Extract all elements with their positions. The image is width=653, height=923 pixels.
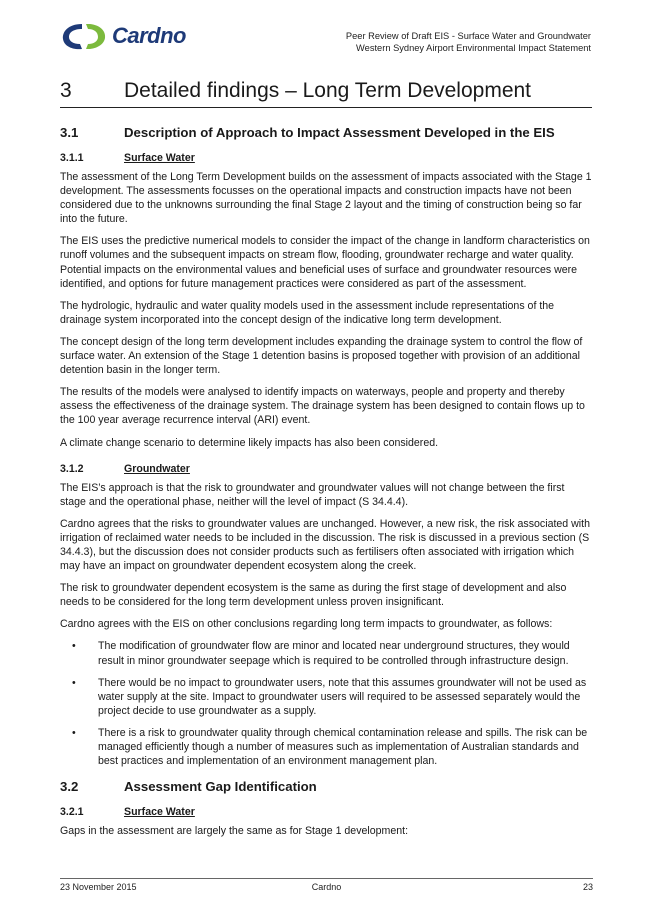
bullet-icon: • — [72, 676, 76, 689]
subsection-title: Groundwater — [124, 462, 190, 475]
footer-date: 23 November 2015 — [60, 882, 137, 892]
paragraph: The EIS’s approach is that the risk to groundwater and groundwater values will not change between the first stage and the operational phase, neither will the level of impact (S 34.4.4). — [60, 481, 565, 508]
list-item — [60, 639, 592, 667]
list-item — [60, 676, 592, 718]
section-number: 3.1 — [60, 125, 79, 140]
header-line-2: Western Sydney Airport Environmental Impact Statement — [356, 43, 591, 53]
paragraph: A climate change scenario to determine likely impacts has also been considered. — [60, 436, 439, 449]
subsection-heading-3-2-1 — [60, 805, 592, 819]
brand-name: Cardno — [112, 23, 186, 48]
paragraph: The results of the models were analysed to identify impacts on waterways, people and property and thereby assess the effectiveness of the drainage system. The drainage system has been designed to contain flows up to the 100 year average recurrence interval (ARI) event. — [60, 386, 585, 427]
paragraph: Cardno agrees that the risks to groundwater values are unchanged. However, a new risk, the risk associated with irrigation of reclaimed water needs to be included in the discussion. The risk is discussed in a previous section (S 34.4.3), but the discussion does not consider products such as fertilisers often associated with irrigation which may have an impact on groundwater dependent ecosystem along the creek. — [60, 517, 590, 573]
list-item-text: There would be no impact to groundwater users, note that this assumes groundwater will not be used as water supply at the site. Impact to groundwater users will required to be assessed separately would the project decide to use groundwater as a supply. — [98, 676, 587, 717]
list-item — [60, 726, 592, 768]
page-footer — [60, 882, 593, 896]
bullet-icon: • — [72, 726, 76, 739]
section-title: Description of Approach to Impact Assessment Developed in the EIS — [124, 125, 555, 140]
list-item-text: There is a risk to groundwater quality through chemical contamination release and spills. The risk can be managed efficiently though a number of measures such as implementation of Australian standards and best practices and implementation of an environment management plan. — [98, 726, 588, 768]
bullet-list — [60, 639, 592, 768]
paragraph: The assessment of the Long Term Development builds on the assessment of impacts associated with the Stage 1 development. The assessments focusses on the operational impacts and construction impacts have not been considered due to the unknowns surrounding the final Stage 2 layout and the timing of construction being so far into the future. — [60, 171, 592, 226]
section-title: Assessment Gap Identification — [124, 779, 317, 795]
chapter-heading — [60, 78, 592, 108]
page-number: 23 — [582, 882, 593, 892]
paragraph: Cardno agrees with the EIS on other conclusions regarding long term impacts to groundwater, as follows: — [60, 618, 553, 631]
subsection-number: 3.1.2 — [60, 462, 84, 475]
cardno-logo — [60, 20, 220, 54]
header-line-1: Peer Review of Draft EIS - Surface Water and Groundwater — [345, 31, 591, 41]
paragraph: The concept design of the long term development includes expanding the drainage system to control the flow of surface water. An extension of the Stage 1 detention basins is proposed together with provision of an additional detention basin in the longer term. — [60, 335, 583, 377]
bullet-icon: • — [72, 640, 76, 653]
section-heading-3-2 — [60, 778, 592, 795]
list-item-text: The modification of groundwater flow are minor and located near underground structures, they would result in minor groundwater seepage which is required to be controlled through infrastructure design. — [98, 640, 570, 667]
chapter-title: Detailed findings – Long Term Development — [124, 79, 532, 102]
subsection-number: 3.1.1 — [60, 152, 84, 164]
subsection-number: 3.2.1 — [60, 806, 84, 819]
subsection-heading-3-1-1 — [60, 151, 592, 165]
main-content — [60, 78, 592, 846]
section-number: 3.2 — [60, 779, 79, 795]
section-heading-3-1 — [60, 124, 592, 141]
paragraph: The hydrologic, hydraulic and water quality models used in the assessment include representations of the drainage system incorporated into the concept design of the indicative long term development. — [60, 299, 555, 326]
footer-divider — [60, 878, 593, 879]
paragraph: The risk to groundwater dependent ecosystem is the same as during the first stage of development and also needs to be considered for the long term development unless proven insignificant. — [60, 582, 567, 609]
paragraph: Gaps in the assessment are largely the same as for Stage 1 development: — [60, 825, 409, 838]
document-header — [346, 30, 591, 54]
footer-company: Cardno — [311, 882, 342, 892]
chapter-number: 3 — [60, 79, 72, 102]
subsection-title: Surface Water — [124, 806, 195, 819]
subsection-title: Surface Water — [124, 152, 195, 164]
subsection-heading-3-1-2 — [60, 462, 592, 476]
paragraph: The EIS uses the predictive numerical models to consider the impact of the change in landform characteristics on runoff volumes and the subsequent impacts on stream flow, flooding, groundwater recharge and water quality. Potential impacts on the environmental values and beneficial uses of surface and groundwater resources were identified, and options for future management practices were considered as part of the assessment. — [60, 235, 590, 290]
cardno-logo-icon — [60, 20, 110, 54]
